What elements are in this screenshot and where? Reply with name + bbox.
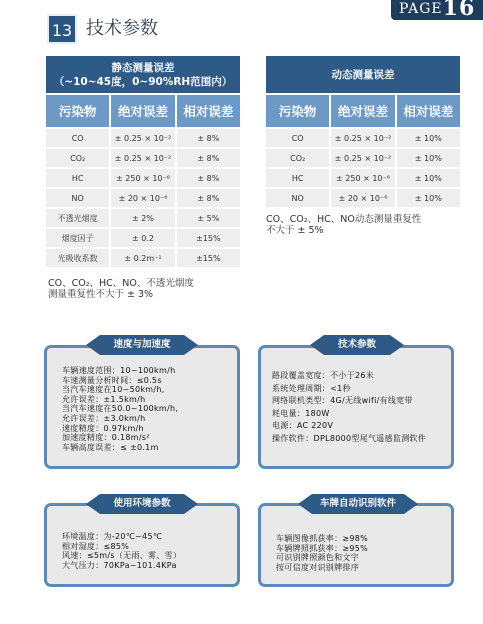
table-cell: ± 0.2	[111, 229, 174, 247]
table-cell: ± 5%	[177, 209, 240, 227]
plate-card-body: 车辆图像抓获率：≥98% 车辆牌照抓获率：≥95% 可识别牌照颜色和文字 按可信度对识别牌排序	[276, 534, 369, 572]
table-cell: ± 10%	[397, 129, 460, 147]
table-cell: HC	[266, 169, 329, 187]
table-row	[46, 149, 240, 167]
section-number: 13	[47, 14, 77, 44]
table-cell: ± 0.2m⁻¹	[111, 249, 174, 267]
table-cell: ± 250 × 10⁻⁶	[331, 169, 394, 187]
speed-card-title: 速度与加速度	[100, 335, 184, 355]
table-cell: CO₂	[266, 149, 329, 167]
static-title-line1: 静态测量误差	[111, 61, 175, 74]
page-number-tab	[391, 0, 483, 20]
page-number: 16	[442, 0, 476, 21]
table-row	[46, 169, 240, 187]
table-cell: ±15%	[177, 229, 240, 247]
table-cell: ± 0.25 × 10⁻²	[111, 129, 174, 147]
table-cell: NO	[266, 189, 329, 207]
table-cell: ± 10%	[397, 189, 460, 207]
table-cell: ± 20 × 10⁻⁶	[331, 189, 394, 207]
tech-card-title: 技术参数	[324, 335, 390, 355]
static-header-relative: 相对误差	[177, 95, 240, 127]
table-row	[46, 249, 240, 267]
section-title: 技术参数	[86, 18, 158, 39]
table-cell: ±15%	[177, 249, 240, 267]
table-cell: CO₂	[46, 149, 109, 167]
table-row	[46, 229, 240, 247]
table-cell: ± 8%	[177, 169, 240, 187]
table-cell: ± 8%	[177, 149, 240, 167]
dynamic-error-table	[264, 54, 462, 209]
static-error-table	[44, 54, 242, 269]
table-cell: HC	[46, 169, 109, 187]
speed-card-body: 车辆速度范围：10~100km/h 车速测量分析时间：≤0.5s 当汽车速度在10~50km/h, 允许误差：±1.5km/h 当汽车速度在50.0~100km/h, 允许误差：±3.0km/h 速度精度：0.97km/h 加速度精度：0.18m/s² 车辆高度误差：≤ ±0.1m	[62, 366, 179, 452]
env-card-body: 环境温度：为-20℃~45℃ 相对湿度：≤85% 风速：≤5m/s（无雨、雾、雪） 大气压力：70KPa~101.4KPa	[62, 532, 182, 570]
dynamic-repeatability-note: CO、CO₂、HC、NO动态测量重复性 不大于 ± 5%	[266, 214, 422, 236]
table-cell: ± 250 × 10⁻⁶	[111, 169, 174, 187]
table-cell: ± 0.25 × 10⁻²	[111, 149, 174, 167]
tech-card-body: 路段覆盖宽度：不小于26米 系统处理周期：<1秒 网络联机类型：4G/无线wifi/有线宽带 耗电量：180W 电源：AC 220V 操作软件：DPL8000型尾气遥感监测软件	[272, 371, 427, 443]
table-cell: ± 0.25 × 10⁻²	[331, 129, 394, 147]
table-row	[46, 189, 240, 207]
dynamic-table-title: 动态测量误差	[266, 56, 460, 93]
table-row	[266, 149, 460, 167]
table-cell: NO	[46, 189, 109, 207]
table-cell: ± 0.25 × 10⁻²	[331, 149, 394, 167]
table-row	[46, 129, 240, 147]
table-row	[46, 209, 240, 227]
table-cell: CO	[46, 129, 109, 147]
table-cell: 不透光烟度	[46, 209, 109, 227]
page-label: PAGE	[399, 1, 443, 17]
table-cell: ± 10%	[397, 149, 460, 167]
table-cell: 光吸收系数	[46, 249, 109, 267]
table-row	[266, 169, 460, 187]
static-title-line2: （~10~45度，0~90%RH范围内）	[53, 75, 233, 88]
dynamic-header-absolute: 绝对误差	[331, 95, 394, 127]
static-header-absolute: 绝对误差	[111, 95, 174, 127]
table-cell: ± 8%	[177, 129, 240, 147]
table-row	[266, 189, 460, 207]
table-cell: 烟度因子	[46, 229, 109, 247]
env-card-title: 使用环境参数	[100, 494, 184, 514]
static-header-pollutant: 污染物	[46, 95, 109, 127]
dynamic-header-relative: 相对误差	[397, 95, 460, 127]
table-cell: CO	[266, 129, 329, 147]
static-repeatability-note: CO、CO₂、HC、NO、不透光烟度 测量重复性不大于 ± 3%	[48, 278, 194, 300]
static-table-title	[46, 56, 240, 93]
table-cell: ± 8%	[177, 189, 240, 207]
plate-card-title: 车牌自动识别软件	[312, 494, 404, 514]
table-cell: ± 2%	[111, 209, 174, 227]
table-row	[266, 129, 460, 147]
table-cell: ± 20 × 10⁻⁶	[111, 189, 174, 207]
table-cell: ± 10%	[397, 169, 460, 187]
dynamic-header-pollutant: 污染物	[266, 95, 329, 127]
